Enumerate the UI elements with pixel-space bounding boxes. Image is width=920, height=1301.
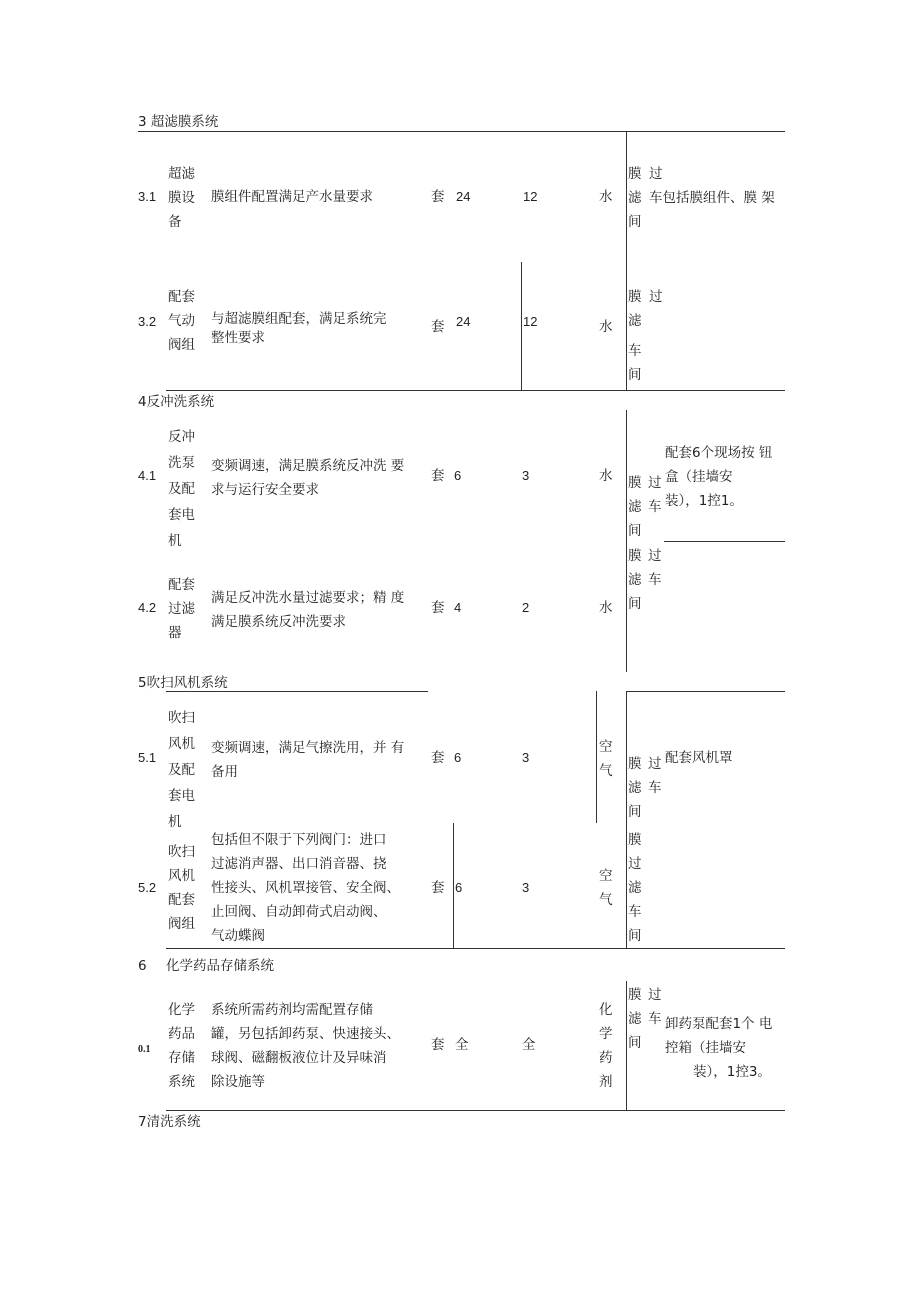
- item-quantity: 6: [455, 880, 463, 895]
- rule-s7: [166, 1110, 785, 1111]
- location-char: 滤: [628, 499, 642, 515]
- item-description: 变频调速，满足气擦洗用，并 有 备用: [211, 740, 405, 780]
- vrule-media-51: [596, 691, 597, 823]
- item-quantity: 全: [455, 1037, 469, 1053]
- item-description: 膜组件配置满足产水量要求: [211, 189, 373, 205]
- item-quantity-2: 3: [522, 750, 530, 765]
- location-char: 过: [648, 756, 662, 772]
- item-unit: 套: [431, 600, 445, 616]
- item-quantity: 4: [454, 600, 462, 615]
- item-description: 满足反冲洗水量过滤要求；精 度 满足膜系统反冲洗要求: [211, 590, 405, 630]
- location-char: 滤: [628, 1011, 642, 1027]
- item-quantity: 6: [454, 750, 462, 765]
- item-name: 反冲 洗泵 及配 套电 机: [168, 429, 195, 549]
- location: 膜 过 滤 车 间: [628, 832, 642, 944]
- item-medium: 空 气: [599, 868, 613, 908]
- section-heading-7: 7清洗系统: [138, 1114, 201, 1130]
- vrule-loc-s3: [626, 131, 627, 390]
- row-number: 3.1: [138, 189, 157, 204]
- item-medium: 化 学 药 剂: [599, 1002, 613, 1090]
- location-char: 滤: [628, 780, 642, 796]
- item-medium: 水: [599, 189, 613, 205]
- item-unit: 套: [431, 468, 445, 484]
- row-number: 4.2: [138, 600, 157, 615]
- section-heading-5: 5吹扫风机系统: [138, 675, 228, 691]
- item-name: 配套 气动 阀组: [168, 289, 195, 353]
- location-char: 膜: [628, 475, 642, 491]
- item-description: 系统所需药剂均需配置存储 罐，另包括卸药泵、快速接头、 球阀、磁翻板液位计及异味消 除设施等: [211, 1002, 400, 1090]
- item-quantity-2: 全: [522, 1037, 536, 1053]
- item-medium: 水: [599, 600, 613, 616]
- item-description: 包括但不限于下列阀门：进口 过滤消声器、出口消音器、挠 性接头、风机罩接管、安全阀、 止回阀、自动卸荷式启动阀、 气动蝶阀: [211, 832, 400, 944]
- location-char: 过: [648, 548, 662, 564]
- vrule-loc-s5: [626, 691, 627, 948]
- location-char: 间: [628, 804, 642, 820]
- section-heading-6: 化学药品存储系统: [166, 958, 274, 974]
- rule-note-41: [664, 541, 785, 542]
- location-char: 间: [628, 214, 642, 230]
- location-char: 间: [628, 523, 642, 539]
- row-number: 3.2: [138, 314, 157, 329]
- item-note: 配套风机罩: [665, 750, 733, 766]
- item-unit: 套: [431, 189, 445, 205]
- rule-s5-right: [626, 691, 785, 692]
- item-quantity: 24: [456, 189, 471, 204]
- location-char: 车: [628, 343, 642, 359]
- location-char: 车: [648, 1011, 662, 1027]
- row-number: 4.1: [138, 468, 157, 483]
- item-description: 与超滤膜组配套，满足系统完 整性要求: [211, 311, 387, 346]
- rule-top-s3: [138, 131, 785, 132]
- location-char: 车: [648, 572, 662, 588]
- location-char: 过: [648, 987, 662, 1003]
- item-description: 变频调速，满足膜系统反冲洗 要 求与运行安全要求: [211, 458, 405, 498]
- item-unit: 套: [431, 319, 445, 335]
- item-medium: 水: [599, 319, 613, 335]
- location-char: 过: [649, 289, 663, 305]
- location-char: 膜: [628, 987, 642, 1003]
- item-quantity-2: 12: [523, 314, 538, 329]
- item-quantity: 24: [456, 314, 471, 329]
- item-quantity-2: 12: [523, 189, 538, 204]
- row-number: 5.2: [138, 880, 157, 895]
- item-note: 卸药泵配套1个 电 控箱（挂墙安 装），1控3。: [665, 1016, 773, 1080]
- rule-s4: [166, 390, 785, 391]
- item-unit: 套: [431, 750, 445, 766]
- location-char: 滤: [628, 313, 642, 329]
- location-char: 间: [628, 367, 642, 383]
- location-char: 滤: [628, 190, 642, 206]
- location-char: 过: [648, 475, 662, 491]
- item-unit: 套: [431, 1037, 445, 1053]
- item-name: 超滤 膜设 备: [168, 166, 195, 230]
- item-quantity: 6: [454, 468, 462, 483]
- location-char: 膜: [628, 756, 642, 772]
- location-char: 车: [648, 780, 662, 796]
- item-medium: 水: [599, 468, 613, 484]
- vrule-loc-s4: [626, 410, 627, 672]
- item-name: 化学 药品 存储 系统: [168, 1002, 195, 1090]
- location-char: 间: [628, 1035, 642, 1051]
- vrule-qty-52: [453, 823, 454, 948]
- section-heading-3: 3 超滤膜系统: [138, 114, 219, 130]
- section-heading-6-number: 6: [138, 958, 147, 974]
- section-heading-4: 4反冲洗系统: [138, 394, 215, 410]
- row-number: 5.1: [138, 750, 157, 765]
- item-note: 车包括膜组件、膜 架: [649, 190, 775, 206]
- location-char: 膜: [628, 166, 642, 182]
- item-quantity-2: 3: [522, 880, 530, 895]
- item-unit: 套: [431, 880, 445, 896]
- vrule-loc-s6: [626, 981, 627, 1110]
- item-quantity-2: 3: [522, 468, 530, 483]
- item-medium: 空 气: [599, 739, 613, 779]
- location-char: 间: [628, 596, 642, 612]
- location-char: 车: [648, 499, 662, 515]
- item-note: 配套6个现场按 钮 盒（挂墙安 装），1控1。: [665, 445, 773, 509]
- location-char: 滤: [628, 572, 642, 588]
- location-char: 膜: [628, 289, 642, 305]
- item-name: 配套 过滤 器: [168, 577, 195, 641]
- vrule-qty2-32: [521, 262, 522, 390]
- location-char: 过: [649, 166, 663, 182]
- item-name: 吹扫 风机 及配 套电 机: [168, 710, 195, 830]
- item-name: 吹扫 风机 配套 阀组: [168, 844, 195, 932]
- item-quantity-2: 2: [522, 600, 530, 615]
- rule-s6: [166, 948, 785, 949]
- row-number: 0.1: [138, 1044, 151, 1055]
- location-char: 膜: [628, 548, 642, 564]
